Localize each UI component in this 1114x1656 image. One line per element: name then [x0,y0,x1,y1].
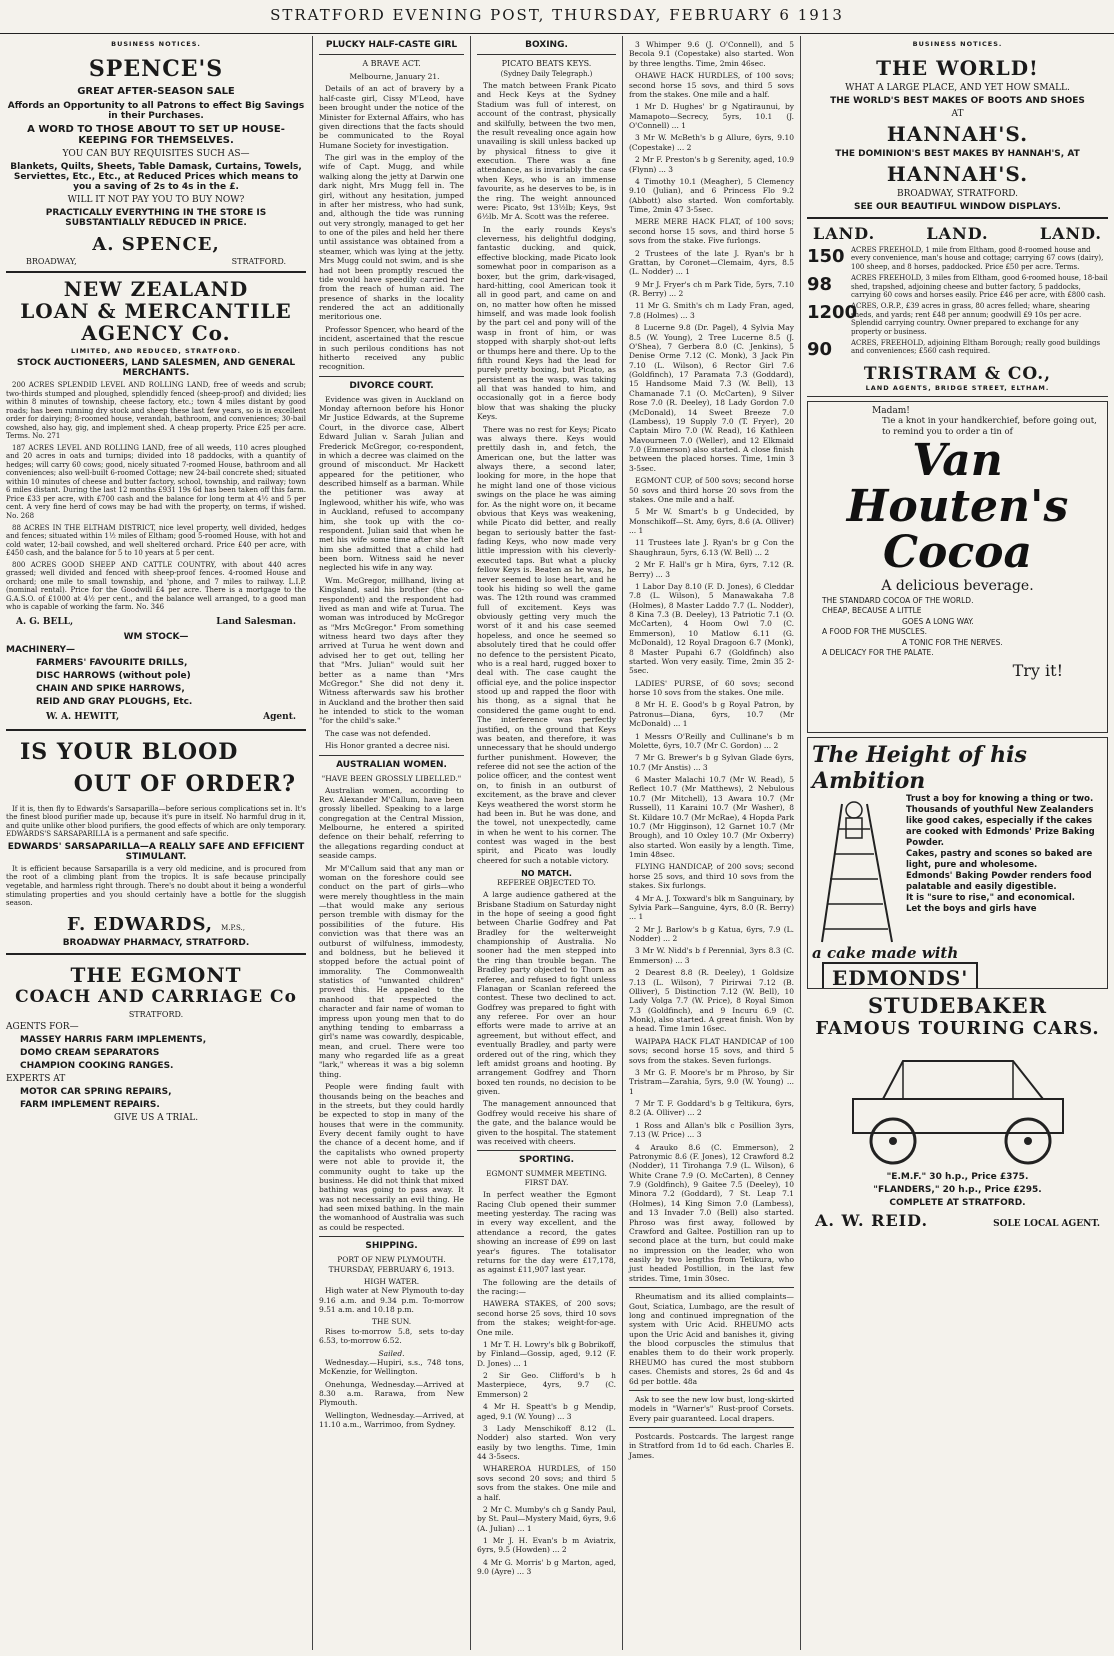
cocoa-name-3: Cocoa [882,526,1032,578]
race-result-20: 6 Master Malachi 10.7 (Mr W. Read), 5 Reflect 10.7 (Mr Matthews), 2 Nebulous 10.7 (Mr Mitchell), 13 Awara 10.7 (Mr Russell), 11 Karaini 10.7 (Mr Washer), 8 St. Kildare 10.7 (Mr McRae), 4 Hopda Park 10.7 (Mr Higginson), 12 Garnet 10.7 (Mr Brough), and 10 Oxley 10.7 (Mr Oxberry) also started. Won easily by a length. Time, 1min 48sec. [629,775,794,859]
nzloan-sign-name: A. G. BELL, [16,616,74,627]
race-result-10: 8 Lucerne 9.8 (Dr. Pagel), 4 Sylvia May 8.5 (W. Young), 2 Tree Lucerne 8.5 (J. O'Shea), 7 Gerbera 8.0 (C. Jenkins), 5 Denise Orme 7.12 (C. Monk), 3 Jack Pin 7.10 (L. Wilson), 6 Rector Girl 7.6 (Goldfinch), 17 Paramata 7.3 (Goddard), 15 Handsome Maid 7.3 (W. Bell), 13 Chamanade 7.1 (O. McCarten), 9 Silver Rose 7.0 (R. Deeley), 18 Lady Gordon 7.0 (McDonald), 14 Sweet Breeze 7.0 (Lambess), 19 Supply 7.0 (T. Fryer), 20 Captain Miro 7.0 (W. Read), 16 Kathleen Mavourneen 7.0 (Weller), and 12 Elkmaid 7.0 (Emmerson) also started. A close finish between the placed horses. Time, 1min 3 3-5sec. [629,323,794,473]
race-result-8: 9 Mr J. Fryer's ch m Park Tide, 5yrs, 7.10 (R. Berry) ... 2 [629,279,794,298]
column-2-news [312,36,470,1650]
land-text: ACRES FREEHOLD, 1 mile from Eltham, good 8-roomed house and every convenience, man's house and cottage; carrying 67 cows (dairy), 100 sheep, and 8 horses, paddocked. Price £50 per acre. Terms. [851,246,1104,271]
divider [6,271,306,273]
article-subheading-brave: A BRAVE ACT. [362,59,421,68]
rheumo-text: Rheumatism and its allied complaints—Gout, Sciatica, Lumbago, are the result of long and continued impregnation of the system with Uric Acid. RHEUMO acts upon the Uric Acid and banishes it, giving the blood corpuscles the stimulus that enables them to do their work properly. RHEUMO has cured the most stubborn cases. Chemists and stores, 2s 6d and 4s 6d per bottle. 48a [629,1292,794,1386]
cocoa-line-6: A DELICACY FOR THE PALATE. [822,648,934,658]
edmonds-bullet-4: Edmonds' Baking Powder renders food palatable and easily digestible. [906,870,1092,892]
egmont-title-1: THE EGMONT [70,962,242,987]
cocoa-try: Try it! [1012,660,1063,680]
race-result-28: 7 Mr T. F. Goddard's b g Teltikura, 6yrs, 8.2 (A. Olliver) ... 2 [629,1099,794,1118]
race-result-12: 5 Mr W. Smart's b g Undecided, by Monschikoff—St. Amy, 6yrs, 8.6 (A. Olliver) ... 1 [629,507,794,535]
article-no-match-p0: A large audience gathered at the Brisbane Stadium on Saturday night in the hope of seeing a good fight between Charlie Godfrey and Pat Bradley for the welterweight championship of Australia. No sooner had the men stepped into the ring than trouble began. The Bradley party objected to Thorn as referee, and refused to fight unless Flanagan or Scanlan refereed the contest. These two declined to act. Godfrey was prepared to fight with any referee. For over an hour efforts were made to arrive at an agreement, but without effect, and eventually Bradley, and party were ordered out of the ring, which they left amidst groans and hooting. By arrangement Godfrey and Thorn boxed ten rounds, no decision to be given. [477,890,616,1096]
studebaker-ad [807,993,1108,1230]
van-houten-cocoa-ad [807,401,1108,733]
race-result-1: OHAWE HACK HURDLES, of 100 sovs; second horse 15 sovs, and third 5 sovs from the stakes. One mile and a half. [629,71,794,99]
postcards-ad [629,1432,794,1460]
spence-items: Blankets, Quilts, Sheets, Table Damask, Curtains, Towels, Serviettes, Etc., Etc., at Reduced Prices which means to you a saving of 2s to 4s in the £. [10,162,302,192]
article-australian-body [319,786,464,1233]
edmonds-baking-powder-ad [807,737,1108,989]
race-result-9: 11 Mr G. Smith's ch m Lady Fran, aged, 7.8 (Holmes) ... 3 [629,301,794,320]
divider [319,755,464,756]
race-result-16: LADIES' PURSE, of 60 sovs; second horse 10 sovs from the stakes. One mile. [629,678,794,697]
article-divorce-p3: His Honor granted a decree nisi. [325,741,450,751]
world-address: BROADWAY, STRATFORD. [896,189,1019,199]
article-plucky-body [319,72,464,372]
studebaker-footer [807,1211,1108,1230]
race-result-30: 4 Arauko 8.6 (C. Emmerson), 2 Patronymic 8.6 (F. Jones), 12 Crawford 8.2 (Nodder), 11 Tirohanga 7.9 (L. Wilson), 6 White Crane 7.9 (O. McCarten), 8 Cenney 7.9 (Goldfinch), 9 Gaitee 7.5 (Deeley), 10 Minora 7.2 (Goddard), 7 St. Leap 7.1 (Holmes), 14 King Simon 7.0 (Lambess), and 13 Invader 7.0 (Bell) also started. Phroso was first away, followed by Crawford and Galtee. Postillion ran up to second place at the turn, but could make no impression on the leader, who won easily by two lengths from Tetikura, who just headed Postillion, in the last few strides. Time, 1min 30sec. [629,1142,794,1283]
shipping-port: PORT OF NEW PLYMOUTH. [337,1255,446,1265]
column-3-sport [470,36,622,1650]
race-result-17: 8 Mr H. E. Good's b g Royal Patron, by Patronus—Diana, 6yrs, 10.7 (Mr McDonald) ... 1 [629,700,794,729]
spence-sale: GREAT AFTER-SEASON SALE [77,86,235,97]
shipping-sun-text: Rises to-morrow 5.8, sets to-day 6.53, to-morrow 6.52. [319,1326,464,1346]
studebaker-complete: COMPLETE AT STRATFORD. [889,1197,1026,1208]
land-ad [807,224,1108,392]
nzloan-machine-1: FARMERS' FAVOURITE DRILLS, [36,657,188,668]
divider [319,1236,464,1237]
shipping-body [319,1255,464,1429]
world-hannahs-ad [807,56,1108,212]
nzloan-title-3: AGENCY Co. [81,321,231,345]
cocoa-line-4: A FOOD FOR THE MUSCLES. [822,627,927,637]
divider [477,1150,616,1151]
article-boxing-p0: The match between Frank Picato and Heck Keys at the Sydney Stadium was full of interest, on account of the contrast, physically and skilfully, between the two men, the result revealing once again how unavailing is skill unless backed up by physical fitness to give it execution. There was a fine attendance, as is invariably the case when Keys, who is an immense favourite, as he deserves to be, is in the ring. The weight announced were: Picato, 9st 13½lb; Keys, 9st 6½lb. Mr A. Scott was the referee. [477,81,616,222]
land-header-2: LAND. [926,224,989,243]
article-no-match-p1: The management announced that Godfrey would receive his share of the gate, and the balance would be given to the hospital. The statement was received with cheers. [477,1099,616,1146]
article-heading-plucky: PLUCKY HALF-CASTE GIRL [325,40,458,50]
race-result-14: 2 Mr F. Hall's gr h Mira, 6yrs, 7.12 (R. Berry) ... 3 [629,560,794,579]
article-subheading-picato: PICATO BEATS KEYS. [501,59,592,68]
nz-loan-ad [6,278,306,724]
edmonds-bullet-3: Cakes, pastry and scones so baked are light, pure and wholesome. [906,848,1093,870]
corsets-text: Ask to see the new low bust, long-skirted models in "Warner's" Rust-proof Corsets. Every pair guaranteed. Local drapers. [629,1394,794,1423]
world-hannah-1: HANNAH'S. [886,122,1029,146]
world-hannah-2: HANNAH'S. [886,162,1029,186]
cocoa-line-1: THE STANDARD COCOA OF THE WORLD. [822,595,974,605]
egmont-agents: AGENTS FOR— [6,1021,79,1032]
nzloan-listing-2: 187 ACRES LEVEL AND ROLLING LAND, free of all weeds, 110 acres ploughed and 20 acres in oats and turnips; divided into 18 paddocks, with a quantity of hedges; will carry 60 cows; good, nicely situated 7-roomed House, bathroom and all conveniences; also well-built 6-roomed Cottage; new 24-bail concrete shed; situated within 10 minutes of cheese and butter factory, school, township, and railway; town 6 miles distant. During the last 12 months £931 19s 6d has been taken off this farm. Price £33 per acre, with £700 cash and the balance for long term at 4½ and 5 per cent. A very fine herd of cows may be had with the property, on terms, if wished. No. 268 [6,443,306,520]
divider [319,54,464,55]
column-4-results [622,36,800,1650]
nzloan-machine-4: REID AND GRAY PLOUGHS, Etc. [36,696,193,707]
article-sporting-body [477,1190,616,1576]
article-boxing-body [477,81,616,865]
world-dominion: THE DOMINION'S BEST MAKES BY HANNAH'S, AT [835,149,1080,159]
article-subheading-egmont: EGMONT SUMMER MEETING. [486,1169,607,1179]
sporting-p7: WHAREROA HURDLES, of 150 sovs second 20 sovs; and third 5 sovs from the stakes. One mile and a half. [477,1464,616,1502]
nzloan-agent [6,710,306,724]
race-result-6: MERE MERE HACK FLAT, of 100 sovs; second horse 15 sovs, and third horse 5 sovs from the stake. Five furlongs. [629,217,794,246]
article-no-match-body [477,890,616,1146]
land-acres: 1200 [807,302,858,324]
blood-sig-mps: M.P.S., [221,923,245,932]
divider [629,1287,794,1288]
studebaker-name: A. W. REID. [815,1210,929,1230]
masthead-title: STRATFORD EVENING POST, THURSDAY, FEBRUARY 6 1913 [270,6,844,24]
touring-car-icon [813,1041,1103,1169]
article-australian-p2: People were finding fault with thousands being on the beaches and in the streets, but they could hardly be expected to stop in many of the houses that were in the community. Every decent family ought to have the chance of a decent home, and if the capitalists who owned property were not able to provide it, the community ought to take up the business. He did not think that mixed bathing was going to pass away. It was not necessarily an evil thing. He had seen mixed bathing. In the main the womanhood of Australia was such as could be respected. [319,1082,464,1232]
egmont-agent-1: MASSEY HARRIS FARM IMPLEMENTS, [20,1034,207,1045]
race-result-0: 3 Whimper 9.6 (J. O'Connell), and 5 Becola 9.1 (Copestake) also started. Won by three lengths. Time, 2min 46sec. [629,40,794,68]
article-heading-sporting: SPORTING. [518,1155,575,1166]
rheumo-ad [629,1292,794,1386]
article-divorce-p0: Evidence was given in Auckland on Monday afternoon before his Honor Mr Justice Edwards, at the Supreme Court, in the divorce case, Albert Edward Julian v. Sarah Julian and Frederick McGregor, co-respondent, in which a decree was claimed on the ground of misconduct. Mr Hackett appeared for the petitioner, who described himself as a barman. While the petitioner was away at Inglewood, whither his wife, who was in Auckland, refused to accompany him, she took up with the co-respondent. Julian said that when he met his wife some time after she left him she admitted that a child had been born. Witness said he never neglected his wife in any way. [319,394,464,573]
egmont-experts: EXPERTS AT [6,1073,66,1084]
race-results [629,40,794,1283]
boy-ladder-icon [812,794,902,944]
sporting-p3: 1 Mr T. H. Lowry's blk g Bobrikoff, by Finland—Gossip, aged, 9.12 (F. D. Jones) ... 1 [477,1339,616,1368]
studebaker-title-1: STUDEBAKER [867,992,1048,1018]
divider [319,376,464,377]
divider [629,1427,794,1428]
world-windows: SEE OUR BEAUTIFUL WINDOW DISPLAYS. [854,202,1061,212]
article-heading-australian: AUSTRALIAN WOMEN. [336,759,447,770]
nzloan-listing-4: 800 ACRES GOOD SHEEP AND CATTLE COUNTRY, with about 440 acres grassed; well divided and fenced with sheep-proof fences. 4-roomed House and orchard; one mile to small township, and 'phone, and 7 miles to railway. L.I.P. (nominal rental). Price for the Goodwill £4 per acre. There is a mortgage to the G.A.S.O. of £1000 at 4½ per cent., and the balance well arranged, to a good man who is capable of working the farm. No. 346 [6,560,306,612]
cocoa-line-3: GOES A LONG WAY. [902,616,974,626]
race-result-27: 3 Mr G. F. Moore's br m Phroso, by Sir Tristram—Zarahia, 5yrs, 9.0 (W. Young) ... 1 [629,1067,794,1096]
cocoa-tie: Tie a knot in your handkerchief, before going out, to remind you to order a tin of [882,415,1097,437]
spence-address-left: BROADWAY, [26,257,77,266]
article-australian-p1: Mr M'Callum said that any man or woman on the foreshore could see conduct on the part of girls—who were merely thoughtless in the main—that would make any serious person tremble with dismay for the possibilities of the future. His conviction was that there was an outburst of wilfulness, immodesty, and boldness, but he believed it stopped before the actual point of immorality. The Commonwealth statistics of "unwanted children" proved this. He appealed to the manhood that respected the character and fair name of woman to impress upon young men that to do anything tending to embarrass a girl's name was cowardly, despicable, mean, and cruel. There were too many who regarded life as a great "lark," whereas it was a big solemn thing. [319,863,464,1079]
world-title: THE WORLD! [876,56,1039,80]
egmont-town: STRATFORD. [128,1009,184,1019]
divider [6,953,306,955]
article-subheading-libelled: "HAVE BEEN GROSSLY LIBELLED." [321,773,462,783]
world-best: THE WORLD'S BEST MAKES OF BOOTS AND SHOES [830,96,1085,106]
cocoa-delicious: A delicious beverage. [881,577,1034,594]
article-heading-boxing: BOXING. [525,40,568,50]
postcards-text: Postcards. Postcards. The largest range in Stratford from 1d to 6d each. Charles E. James. [629,1432,794,1460]
shipping-sailed-2: Onehunga, Wednesday.—Arrived at 8.30 a.m. Rarawa, from New Plymouth. [319,1379,464,1408]
nzloan-title-1: NEW ZEALAND [63,277,249,301]
land-text: ACRES FREEHOLD, 3 miles from Eltham, good 6-roomed house, 18-bail shed, trapshed, adjoining cheese and butter factory, 5 paddocks, carrying 60 cows and horses easily. Price £46 per acre, with £800 cash. [851,274,1108,299]
race-result-24: 3 Mr W. Nidd's b f Perennial, 3yrs 8.3 (C. Emmerson) ... 3 [629,946,794,965]
nzloan-sign-role: Land Salesman. [216,616,296,627]
blood-sig-name: F. EDWARDS, [67,913,214,935]
land-listing [807,339,1108,361]
studebaker-emf: "E.M.F." 30 h.p., Price £375. [886,1171,1029,1182]
nzloan-wm-stock: WM STOCK— [123,631,189,642]
land-header-1: LAND. [813,224,876,243]
race-result-4: 2 Mr F. Preston's b g Serenity, aged, 10.9 (Flynn) ... 3 [629,155,794,174]
race-result-13: 11 Trustees late J. Ryan's br g Con the Shaughraun, 5yrs, 6.13 (W. Bell) ... 2 [629,538,794,557]
race-result-2: 1 Mr D. Hughes' br g Ngatiraunui, by Mamapoto—Secrecy, 5yrs, 10.1 (J. O'Connell) ... 1 [629,102,794,130]
spence-you-can: YOU CAN BUY REQUISITES SUCH AS— [62,149,250,159]
article-divorce-p2: The case was not defended. [325,728,431,738]
blood-signature [6,914,306,935]
land-text: ACRES, O.R.P., £39 acres in grass, 80 acres felled; whare, shearing sheds, and yards; rent £48 per annum; goodwill £9 10s per acre. Splendid carrying country. Owner prepared to exchange for any property or business. [851,302,1090,336]
divider [6,729,306,731]
race-result-11: EGMONT CUP, of 500 sovs; second horse 50 sovs and third horse 20 sovs from the stakes. One mile and a half. [629,476,794,504]
spence-address-right: STRATFORD. [231,257,286,266]
cocoa-madam: Madam! [872,405,910,416]
spence-title: SPENCE'S [88,56,224,82]
nzloan-agent-role: Agent. [263,711,296,722]
article-plucky-p0: Melbourne, January 21. [349,72,440,81]
sporting-p8: 2 Mr C. Mumby's ch g Sandy Paul, by St. Paul—Mystery Maid, 6yrs, 9.6 (A. Julian) ... 1 [477,1504,616,1533]
nzloan-machine-2: DISC HARROWS (without pole) [36,670,191,681]
race-result-18: 1 Messrs O'Reilly and Cullinane's b m Molette, 6yrs, 10.7 (Mr C. Gordon) ... 2 [629,731,794,750]
spence-ad [6,56,306,266]
race-result-19: 7 Mr G. Brewer's b g Sylvan Glade 6yrs, 10.7 (Mr Anstis) ... 3 [629,753,794,772]
article-australian-p0: Australian women, according to Rev. Alexander M'Callum, have been grossly libelled. Speaking to a large congregation at the Central Mission, Melbourne, he entered a spirited defence on their behalf, referring to the allegations regarding conduct at seaside camps. [319,785,464,861]
edmonds-logo [822,962,978,989]
shipping-sun-head: THE SUN. [371,1317,412,1327]
sporting-p1: The following are the details of the racing:— [477,1277,616,1296]
article-plucky-p3: Professor Spencer, who heard of the incident, ascertained that the rescue in such perilous conditions has not hitherto received any public recognition. [319,324,464,372]
sporting-p9: 1 Mr J. H. Evan's b m Aviatrix, 6yrs, 9.5 (Howden) ... 2 [477,1536,616,1555]
edmonds-cake: a cake made with [812,943,959,962]
nzloan-stock: STOCK AUCTIONEERS, LAND SALESMEN, AND GENERAL MERCHANTS. [16,358,296,378]
edmonds-bullet-5: It is "sure to rise," and economical. [906,892,1076,903]
race-result-3: 3 Mr W. McBeth's b g Allure, 6yrs, 9.10 (Copestake) ... 2 [629,133,794,152]
sporting-p5: 4 Mr H. Speatt's b g Mendip, aged, 9.1 (W. Young) ... 3 [477,1402,616,1421]
article-subheading-referee: REFEREE OBJECTED TO. [497,878,596,888]
article-heading-divorce: DIVORCE COURT. [349,380,434,391]
land-acres: 90 [807,338,833,360]
race-result-22: 4 Mr A. J. Toxward's blk m Sanguinary, by Sylvia Park—Sanguine, 4yrs, 8.0 (R. Berry) ... 1 [629,893,794,922]
boy-on-ladder-illustration [812,794,902,944]
egmont-title-2: COACH AND CARRIAGE Co [15,986,297,1007]
nzloan-listing-1: 200 ACRES SPLENDID LEVEL AND ROLLING LAND, free of weeds and scrub; two-thirds stumped and ploughed, splendidly fenced (sheep-proof) and divided; lies within 8 minutes of township, cheese factory, etc.; town 4 miles distant by good roads; has been running dry stock and sheep these last few years, so is in excellent order for dairying; 8-roomed house, verandah, bathroom, and conveniences; 30-bail cowshed, also hay, gig, and implement shed. A cheap property. Price £25 per acre. Terms. No. 271 [6,381,306,441]
studebaker-title-2: FAMOUS TOURING CARS. [815,1017,1100,1039]
divider [807,396,1108,397]
article-boxing-p1: In the early rounds Keys's cleverness, his delightful dodging, fantastic ducking, and quick, effective blocking, made Picato look somewhat poor in comparison as a boxer, but the grim, dark-visaged, hard-hitting, cool American took it all in good part, and came on and on, no matter how often he missed himself, and was made look foolish by the part cel and pony will of the wasp in front of him, or was stopped with sharply shot-out lefts or thumps here and there. Up to the fifth round Keys had the lead for purely pretty boxing, but Picato, as persistent as the wasp, was taking all that was handed to him, and occasionally got in a fierce body blow that was shaking the plucky Keys. [477,224,616,422]
cocoa-claims [812,594,1103,661]
nzloan-title-2: LOAN & MERCANTILE [20,299,292,323]
land-agent-sub: LAND AGENTS, BRIDGE STREET, ELTHAM. [865,383,1050,392]
land-listing [807,302,1108,336]
article-heading-no-match: NO MATCH. [521,869,572,879]
studebaker-flanders: "FLANDERS," 20 h.p., Price £295. [873,1184,1042,1195]
article-source: (Sydney Daily Telegraph.) [500,70,593,78]
race-result-15: 1 Labor Day 8.10 (F. D. Jones), 6 Cleddar 7.8 (L. Wilson), 5 Manawakaha 7.8 (Holmes), 8 Master Laddo 7.7 (L. Nodder), 8 Kina 7.3 (B. Deeley), 13 Patriotic 7.1 (O. McCarten), 4 Hoom Owl 7.0 (C. Emmerson), 10 Matlow 6.11 (G. McDonald), 12 Royal Dragoon 6.7 (Monk), 8 Master Pupahi 6.7 (Goldfinch) also started. Won very easily. Time, 2min 35 2-5sec. [629,581,794,676]
sporting-p0: In perfect weather the Egmont Racing Club opened their summer meeting yesterday. The racing was in every way excellent, and the attendance a record, the gates showing an increase of £99 on last year's figures. The totalisator returns for the day were £17,178, as against £11,907 last year. [477,1190,616,1275]
article-plucky-p1: Details of an act of bravery by a half-caste girl, Cissy M'Leod, have been brought under the notice of the Minister for External Affairs, who has given directions that the facts should be communicated to the Royal Humane Society for investigation. [319,84,464,150]
cocoa-line-5: A TONIC FOR THE NERVES. [902,637,1003,647]
spence-affords: Affords an Opportunity to all Patrons to effect Big Savings in their Purchases. [7,101,305,121]
spence-signature: A. SPENCE, [92,234,220,255]
spence-will-it: WILL IT NOT PAY YOU TO BUY NOW? [67,195,245,205]
nzloan-agent-name: W. A. HEWITT, [46,711,120,722]
article-divorce-body [319,395,464,751]
divider [807,217,1108,219]
egmont-expert-1: MOTOR CAR SPRING REPAIRS, [20,1086,172,1097]
land-acres: 98 [807,274,833,296]
egmont-expert-2: FARM IMPLEMENT REPAIRS. [20,1099,160,1110]
business-notices-label-right: BUSINESS NOTICES. [912,40,1003,48]
shipping-sailed-1: Wednesday.—Hupiri, s.s., 748 tons, McKenzie, for Wellington. [319,1357,464,1377]
edmonds-brand: EDMONDS' [832,965,969,989]
sporting-p4: 2 Sir Geo. Clifford's b h Masterpiece, 4yrs, 9.7 (C. Emmerson) 2 [477,1371,616,1399]
egmont-coach-ad [6,963,306,1123]
article-heading-shipping: SHIPPING. [365,1241,418,1252]
shipping-date: THURSDAY, FEBRUARY 6, 1913. [328,1264,455,1274]
edmonds-title-2: Ambition [812,767,926,794]
blood-body-2: It is efficient because Sarsaparilla is a very old medicine, and is procured from the root of a climbing plant from the tropics. It is safe because principally vegetable, and harmless right through. There's no doubt about it being a wonderful stimulating properties and you should certainly have a bottle for the sluggish season. [6,864,306,908]
race-result-26: WAIPAPA HACK FLAT HANDICAP of 100 sovs; second horse 15 sovs, and third 5 sovs from the stakes. Seven furlongs. [629,1036,794,1065]
edmonds-bullet-6: Let the boys and girls have [906,903,1037,914]
land-agent: TRISTRAM & CO., [863,363,1052,384]
shipping-hw-text: High water at New Plymouth to-day 9.16 a.m. and 9.34 p.m. To-morrow 9.51 a.m. and 10.18 p.m. [319,1286,464,1314]
race-result-21: FLYING HANDICAP, of 200 sovs; second horse 25 sovs, and third 10 sovs from the stakes. Six furlongs. [629,862,794,891]
nzloan-machinery: MACHINERY— [6,644,76,655]
edmonds-bullets [906,794,1103,944]
nzloan-machine-3: CHAIN AND SPIKE HARROWS, [36,683,185,694]
land-acres: 150 [807,246,845,267]
cocoa-name-1: Van [912,434,1003,486]
egmont-trial: GIVE US A TRIAL. [113,1112,199,1123]
egmont-agent-3: CHAMPION COOKING RANGES. [20,1060,174,1071]
shipping-sailed-head: Sailed. [378,1348,405,1358]
article-boxing-p2: There was no rest for Keys; Picato was always there. Keys would prettily dash in, and fetch, the American one, but the latter was always there, a second later, looking for more, in the hope that he might land one of those vicious swings on the place he was aiming for. As the night wore on, it became obvious that Keys was weakening, while Picato did better, and really began to seriously batter the fast-fading Keys, who now made very little impression with his cleverly-executed taps. But what a plucky fellow Keys is. Beaten as he was, he never seemed to lose heart, and he took his hiding so well the game was. The 12th round was crammed full of excitement. Keys was obviously getting very much the worst of it and his case seemed hopeless, and once he seemed so absolutely tired that he could offer no defence to the persistent Picato, who is a real hard, rugged boxer to deal with. The case caught the official eye, and the police inspector stood up and rapped the floor with his thong, as a signal that he considered the game ought to end. The interference was perfectly justified, on the ground that Keys was beaten, and therefore, it was unnecessary that he should undergo further punishment. However, the referee did not see the action of the police officer, and the contest went on, to finish in an outburst of excitement, as the brave and clever Keys weathered the worst storm he had been in. But he was done, and the towel, not unexpectedly, came in when he went to his corner. The contest was waged in the best spirit, and Picato was loudly cheered for such a notable victory. [477,424,616,865]
cocoa-name-2: Houten's [846,480,1069,532]
spence-practically: PRACTICALLY EVERYTHING IN THE STORE IS SUBSTANTIALLY REDUCED IN PRICE. [45,208,267,228]
blood-pharmacy: BROADWAY PHARMACY, STRATFORD. [62,937,250,948]
sporting-p10: 4 Mr G. Morris' b g Marton, aged, 9.0 (Ayre) ... 3 [477,1557,616,1577]
race-result-29: 1 Ross and Allan's blk c Posillion 3yrs, 7.13 (W. Price) ... 3 [629,1120,794,1140]
land-header-3: LAND. [1039,224,1102,243]
shipping-sailed-3: Wellington, Wednesday.—Arrived, at 11.10 a.m., Warrimoo, from Sydney. [319,1410,464,1430]
egmont-agent-2: DOMO CREAM SEPARATORS [20,1047,160,1058]
spence-word: A WORD TO THOSE ABOUT TO SET UP HOUSE-KEEPING FOR THEMSELVES. [27,124,285,146]
masthead [0,0,1114,34]
land-text: ACRES, FREEHOLD, adjoining Eltham Borough; really good buildings and conveniences; £560 cash required. [851,338,1101,356]
edmonds-title-1: The Height of his [812,741,1027,768]
blood-title-1: IS YOUR BLOOD [20,738,239,765]
studebaker-sole: SOLE LOCAL AGENT. [993,1218,1100,1229]
edmonds-bullet-1: Trust a boy for knowing a thing or two. [906,793,1094,804]
race-result-5: 4 Timothy 10.1 (Meagher), 5 Clemency 9.10 (Julian), and 6 Princess Flo 9.2 (Abbott) also started. Won comfortably. Time, 2min 47 3-5sec. [629,176,794,214]
blood-title-2: OUT OF ORDER? [73,770,296,797]
blood-sub: EDWARDS' SARSAPARILLA—A REALLY SAFE AND EFFICIENT STIMULANT. [7,841,305,862]
shipping-hw-head: HIGH WATER. [363,1276,420,1286]
land-listing [807,274,1108,299]
business-notices-label: BUSINESS NOTICES. [111,40,201,48]
sarsaparilla-ad [6,739,306,948]
race-result-25: 2 Dearest 8.8 (R. Deeley), 1 Goldsize 7.13 (L. Wilson), 7 Pirirwai 7.12 (B. Olliver), 5 Distinction 7.12 (W. Bell), 10 Lady Volga 7.7 (W. Price), 8 Royal Simon 7.3 (Goldfinch), and 9 Incuru 6.9 (C. Monk), also started. A great finish. Won by a head. Time 1min 16sec. [629,968,794,1034]
cocoa-line-2: CHEAP, BECAUSE A LITTLE [822,606,922,616]
world-at: AT [951,109,964,119]
land-header [807,224,1108,243]
race-result-23: 2 Mr J. Barlow's b g Katua, 6yrs, 7.9 (L. Nodder) ... 2 [629,924,794,943]
column-1-advertisements [0,36,312,1650]
column-5-advertisements [800,36,1114,1650]
nzloan-signature [6,615,306,629]
article-plucky-p2: The girl was in the employ of the wife of Capt. Mugg, and while walking along the jetty at Darwin one dark night, Mrs Mugg fell in. The girl, without any hesitation, jumped in after her mistress, who had sunk, and, although the tide was running out very strongly, managed to get her to one of the piles and held her there until assistance was obtained from a steamer, which was lying at the jetty. Mrs Mugg could not swim, and is she had not been promptly rescued the tide would have speedily carried her from the reach of human aid. The presence of sharks in the locality rendered the act an additionally meritorious one. [319,153,464,322]
corsets-ad [629,1395,794,1423]
nzloan-limited: LIMITED, AND REDUCED, STRATFORD. [71,347,241,355]
divider [629,1390,794,1391]
sporting-p2: HAWERA STAKES, of 200 sovs; second horse 25 sovs, third 10 sovs from the stakes; weight-for-age. One mile. [477,1299,616,1337]
article-divorce-p1: Wm. McGregor, millhand, living at Kingsland, said his brother (the co-respondent) and the respondent had lived as man and wife at Turua. The woman was introduced by McGregor as "Mrs McGregor." From something witness heard two days after they arrived at Turua he went down and advised her to get out, telling her that "Mrs. Julian" would suit her better as a name than "Mrs McGregor." She did not deny it. Witness afterwards saw his brother in Auckland and the brother then said he intended to stick to the woman "for the child's sake." [319,575,464,726]
sporting-p6: 3 Lady Menschikoff 8.12 (L. Nodder) also started. Won very easily by two lengths. Time, 1min 44 3-5secs. [477,1423,616,1461]
nzloan-listing-3: 88 ACRES IN THE ELTHAM DISTRICT, nice level property, well divided, hedges and fences; situated within 1½ miles of Eltham; good 5-roomed House, with hot and cold water, 12-bail cowshed, and well sheltered orchard. Price £40 per acre, with £450 cash, and the balance for 5 to 10 years at 5 per cent. [6,523,306,558]
land-listing [807,246,1108,271]
world-sub: WHAT A LARGE PLACE, AND YET HOW SMALL. [845,83,1070,93]
spence-address [6,257,306,266]
article-subheading-first-day: FIRST DAY. [524,1178,569,1188]
divider [477,54,616,55]
edmonds-bullet-2: Thousands of youthful New Zealanders like good cakes, especially if the cakes are cooked with Edmonds' Prize Baking Powder. [906,804,1095,848]
race-result-7: 2 Trustees of the late J. Ryan's br h Grattan, by Coronet—Clemaim, 4yrs, 8.5 (L. Nodder) ... 1 [629,248,794,277]
blood-body: If it is, then fly to Edwards's Sarsaparilla—before serious complications set in. It's the finest blood purifier made up, because it's pure in itself. No harmful drug in it, and quite unlike other blood purifiers, the good effects of which are only temporary. EDWARDS'S SARSAPARILLA is a permanent and safe specific. [6,804,306,839]
